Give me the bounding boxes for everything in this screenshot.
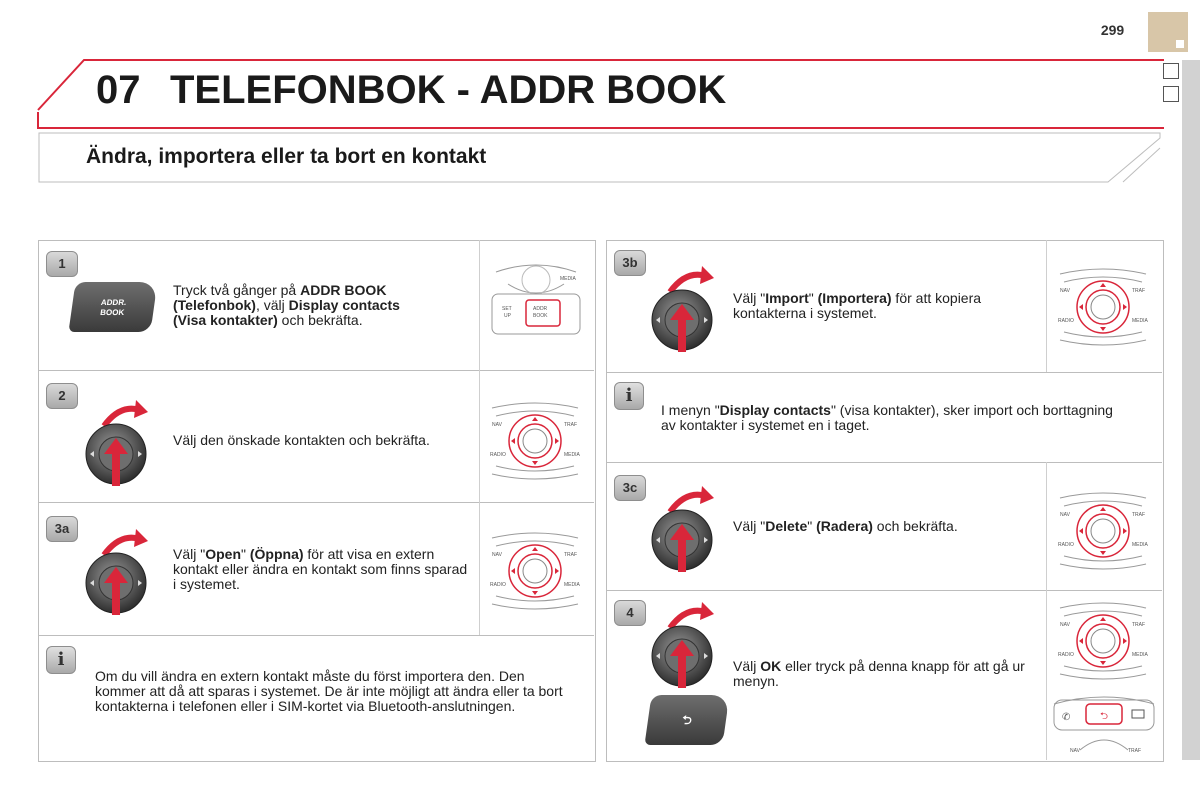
step3c-text: Välj "Delete" (Radera) och bekräfta. [733, 518, 958, 534]
svg-text:SET: SET [502, 306, 512, 312]
control-panel-icon [1054, 598, 1152, 684]
svg-text:TRAF: TRAF [564, 422, 578, 428]
svg-text:TRAF: TRAF [1132, 288, 1146, 294]
step-badge-1: 1 [46, 251, 78, 277]
svg-text:RADIO: RADIO [490, 452, 506, 458]
step-badge-3c: 3c [614, 475, 646, 501]
svg-text:RADIO: RADIO [1058, 318, 1074, 324]
svg-text:UP: UP [504, 313, 511, 319]
svg-text:RADIO: RADIO [490, 582, 506, 588]
svg-text:TRAF: TRAF [1132, 622, 1146, 628]
step3b-text: Välj "Import" (Importera) för att kopiera kontakterna i systemet. [733, 290, 982, 321]
svg-text:MEDIA: MEDIA [1132, 542, 1148, 548]
rotary-knob-icon [650, 258, 730, 358]
svg-text:NAV: NAV [492, 552, 502, 558]
back-panel-icon [1050, 690, 1158, 756]
section-subtitle: Ändra, importera eller ta bort en kontakt [86, 145, 487, 168]
svg-text:TRAF: TRAF [1132, 512, 1146, 518]
info-icon: i [614, 382, 644, 410]
control-panel-icon [1054, 488, 1152, 574]
control-panel-icon [1054, 264, 1152, 350]
step4-text: Välj OK eller tryck på denna knapp för att gå ur menyn. [733, 658, 1025, 689]
svg-text:NAV: NAV [1060, 512, 1070, 518]
side-bar [1182, 60, 1200, 760]
info-icon: i [46, 646, 76, 674]
svg-text:TRAF: TRAF [564, 552, 578, 558]
control-panel-icon [486, 398, 584, 484]
svg-text:ADDR: ADDR [533, 306, 548, 312]
back-button: ⮌ [644, 695, 729, 745]
chapter-tab [1148, 12, 1188, 52]
chapter-number: 07 [96, 68, 141, 112]
step-badge-4: 4 [614, 600, 646, 626]
svg-text:MEDIA: MEDIA [1132, 652, 1148, 658]
svg-text:MEDIA: MEDIA [564, 582, 580, 588]
control-panel-icon [486, 528, 584, 614]
setup-panel-icon [488, 262, 584, 342]
svg-text:NAV: NAV [492, 422, 502, 428]
svg-text:MEDIA: MEDIA [560, 276, 576, 282]
step2-text: Välj den önskade kontakten och bekräfta. [173, 432, 430, 448]
page-title: TELEFONBOK - ADDR BOOK [170, 68, 727, 112]
step-badge-2: 2 [46, 383, 78, 409]
svg-text:NAV: NAV [1060, 288, 1070, 294]
page-number: 299 [1100, 22, 1125, 38]
step1-text: Tryck två gånger på ADDR BOOK (Telefonbok), välj Display contacts (Visa kontakter) och bekräfta. [173, 282, 400, 328]
step-badge-3a: 3a [46, 516, 78, 542]
rotary-knob-icon [84, 521, 164, 621]
svg-text:MEDIA: MEDIA [1132, 318, 1148, 324]
rotary-knob-icon [650, 594, 730, 694]
svg-text:MEDIA: MEDIA [564, 452, 580, 458]
svg-text:BOOK: BOOK [533, 313, 548, 319]
svg-text:NAV: NAV [1070, 748, 1080, 754]
svg-text:✆: ✆ [1062, 712, 1071, 723]
rotary-knob-icon [650, 478, 730, 578]
info-left-text: Om du vill ändra en extern kontakt måste du först importera den. Den kommer att då att sparas i systemet. De är inte möjligt att ändra eller ta bort kontakterna i telefonen eller i SIM-kortet via Bluetooth-anslutningen. [95, 668, 563, 714]
addr-book-button: ADDR. BOOK [68, 282, 157, 332]
svg-text:TRAF: TRAF [1128, 748, 1142, 754]
step3a-text: Välj "Open" (Öppna) för att visa en extern kontakt eller ändra en kontakt som finns sparad i systemet. [173, 546, 468, 592]
svg-text:RADIO: RADIO [1058, 542, 1074, 548]
rotary-knob-icon [84, 392, 164, 492]
svg-text:RADIO: RADIO [1058, 652, 1074, 658]
info-right-text: I menyn "Display contacts" (visa kontakter), sker import och borttagning av kontakter i systemet en i taget. [661, 402, 1113, 433]
svg-text:⮌: ⮌ [1100, 711, 1109, 722]
svg-text:NAV: NAV [1060, 622, 1070, 628]
step-badge-3b: 3b [614, 250, 646, 276]
